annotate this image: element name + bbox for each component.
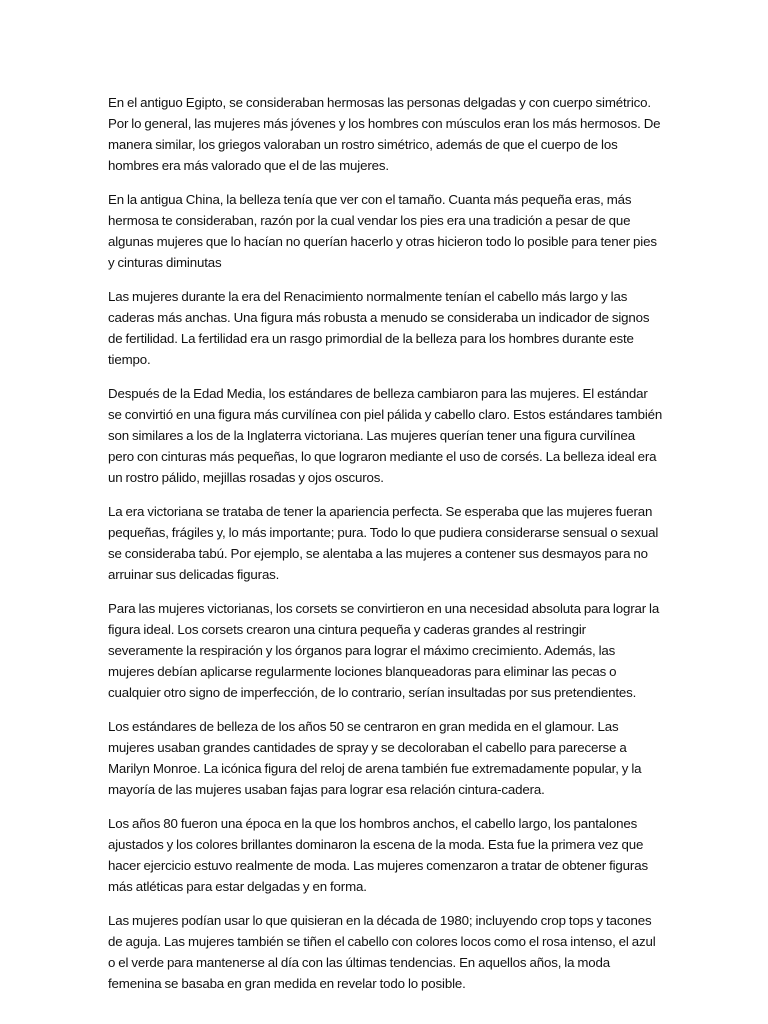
paragraph-eighties-fashion: Las mujeres podían usar lo que quisieran en la década de 1980; incluyendo crop tops y tacones de aguja. Las mujeres también se tiñen el cabello con colores locos como el rosa intenso, el azul o el verde para mantenerse al día con las últimas tendencias. En aquellos años, la moda femenina se basaba en gran medida en revelar todo lo posible. <box>108 913 656 991</box>
document-page <box>108 92 664 1007</box>
paragraph-ancient-china: En la antigua China, la belleza tenía que ver con el tamaño. Cuanta más pequeña eras, más hermosa te consideraban, razón por la cual vendar los pies era una tradición a pesar de que algunas mujeres que lo hacían no querían hacerlo y otras hicieron todo lo posible para tener pies y cinturas diminutas <box>108 192 657 270</box>
paragraph-victorian-corsets: Para las mujeres victorianas, los corsets se convirtieron en una necesidad absoluta para lograr la figura ideal. Los corsets crearon una cintura pequeña y caderas grandes al restringir severamente la respiración y los órganos para lograr el máximo crecimiento. Además, las mujeres debían aplicarse regularmente lociones blanqueadoras para eliminar las pecas o cualquier otro signo de imperfección, de lo contrario, serían insultadas por sus pretendientes. <box>108 601 660 700</box>
paragraph-victorian-era: La era victoriana se trataba de tener la apariencia perfecta. Se esperaba que las mujeres fueran pequeñas, frágiles y, lo más importante; pura. Todo lo que pudiera considerarse sensual o sexual se consideraba tabú. Por ejemplo, se alentaba a las mujeres a contener sus desmayos para no arruinar sus delicadas figuras. <box>108 504 659 582</box>
paragraph-renaissance: Las mujeres durante la era del Renacimiento normalmente tenían el cabello más largo y las caderas más anchas. Una figura más robusta a menudo se consideraba un indicador de signos de fertilidad. La fertilidad era un rasgo primordial de la belleza para los hombres durante este tiempo. <box>108 289 650 367</box>
paragraph-fifties: Los estándares de belleza de los años 50 se centraron en gran medida en el glamour. Las mujeres usaban grandes cantidades de spray y se decoloraban el cabello para parecerse a Marilyn Monroe. La icónica figura del reloj de arena también fue extremadamente popular, y la mayoría de las mujeres usaban fajas para lograr esa relación cintura-cadera. <box>108 719 642 797</box>
paragraph-after-middle-ages: Después de la Edad Media, los estándares de belleza cambiaron para las mujeres. El estándar se convirtió en una figura más curvilínea con piel pálida y cabello claro. Estos estándares también son similares a los de la Inglaterra victoriana. Las mujeres querían tener una figura curvilínea pero con cinturas más pequeñas, lo que lograron mediante el uso de corsés. La belleza ideal era un rostro pálido, mejillas rosadas y ojos oscuros. <box>108 386 663 485</box>
paragraph-ancient-egypt: En el antiguo Egipto, se consideraban hermosas las personas delgadas y con cuerpo simétrico. Por lo general, las mujeres más jóvenes y los hombres con músculos eran los más hermosos. De manera similar, los griegos valoraban un rostro simétrico, además de que el cuerpo de los hombres era más valorado que el de las mujeres. <box>108 95 661 173</box>
paragraph-eighties: Los años 80 fueron una época en la que los hombros anchos, el cabello largo, los pantalones ajustados y los colores brillantes dominaron la escena de la moda. Esta fue la primera vez que hacer ejercicio estuvo realmente de moda. Las mujeres comenzaron a tratar de obtener figuras más atléticas para estar delgadas y en forma. <box>108 816 648 894</box>
